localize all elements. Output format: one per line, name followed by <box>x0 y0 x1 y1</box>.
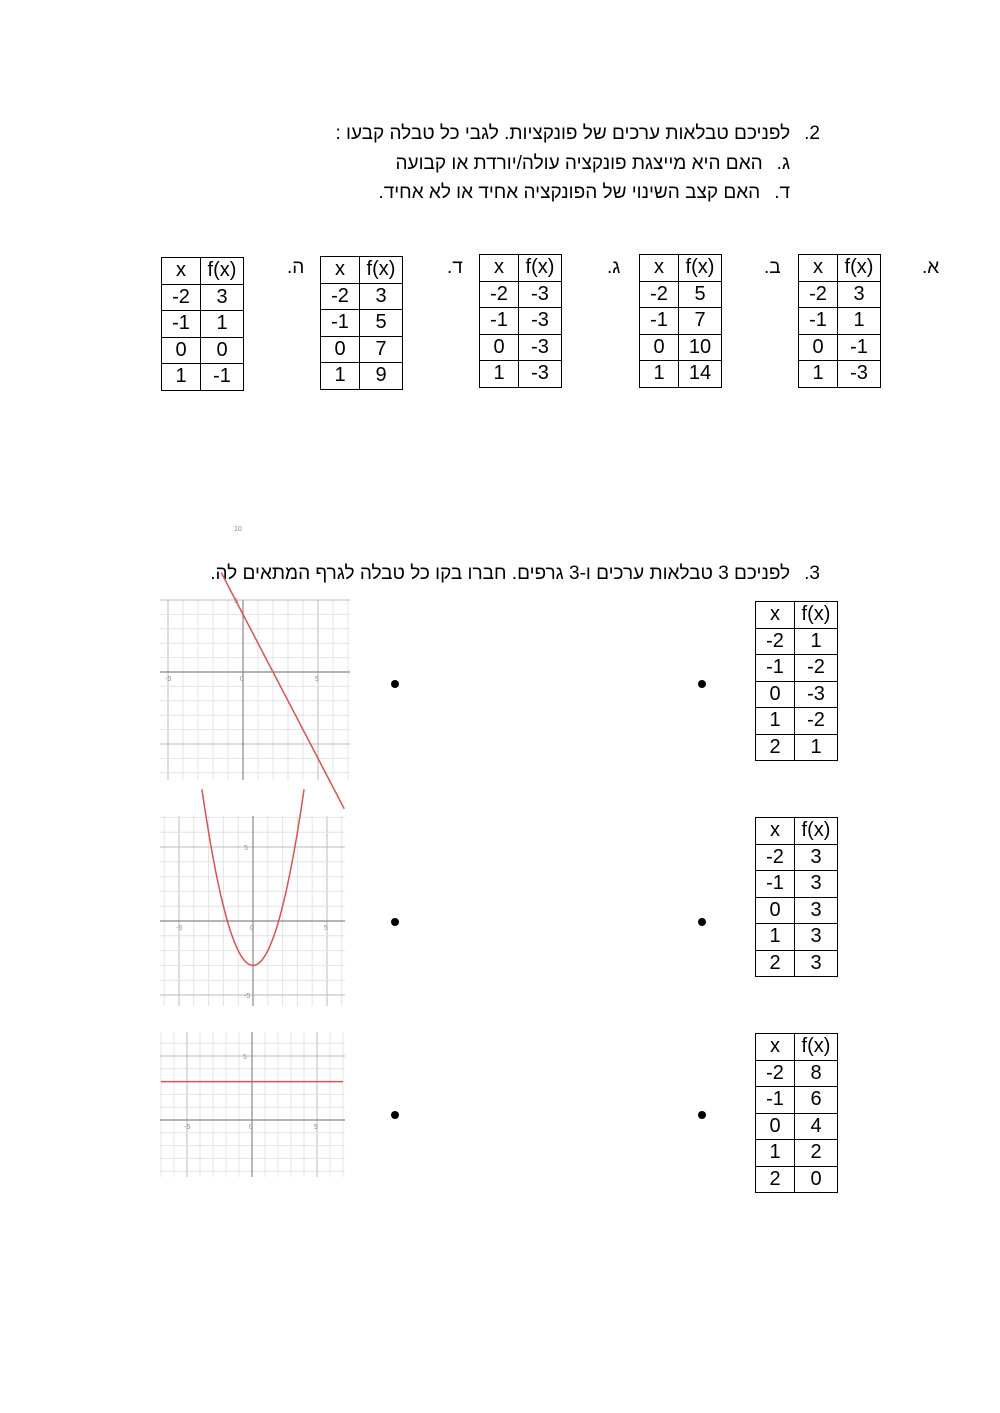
fx-cell: 3 <box>795 897 838 924</box>
x-cell: -2 <box>321 283 360 310</box>
x-tick-label: -5 <box>184 1124 191 1131</box>
q3-intro: לפניכם 3 טבלאות ערכים ו-3 גרפים. חברו בקו כל טבלה לגרף המתאים לה. <box>210 563 791 584</box>
table-row <box>321 283 403 310</box>
x-header: x <box>162 258 201 285</box>
fx-cell: -3 <box>519 334 562 361</box>
q2-value-table <box>320 256 403 390</box>
table-row <box>162 284 244 311</box>
table-row <box>480 281 562 308</box>
q2-intro-line <box>335 123 820 145</box>
table-row <box>640 361 722 388</box>
table-row <box>480 361 562 388</box>
x-tick-label: 0 <box>249 1124 253 1131</box>
q2-value-table <box>798 254 881 388</box>
q3-value-table <box>755 817 838 977</box>
q2-item-2-text: האם קצב השינוי של הפונקציה אחיד או לא אחיד. <box>378 182 761 203</box>
fx-header: f(x) <box>201 258 244 285</box>
fx-cell: -1 <box>838 334 881 361</box>
x-cell: 0 <box>756 681 795 708</box>
q2-number: 2. <box>804 123 820 144</box>
x-cell: 1 <box>480 361 519 388</box>
x-tick-label: 5 <box>314 1124 318 1131</box>
q3-value-table <box>755 1033 838 1193</box>
q2-item-1-marker: ג. <box>776 153 790 174</box>
x-cell: 0 <box>640 334 679 361</box>
x-cell: -2 <box>162 284 201 311</box>
table-row <box>756 734 838 761</box>
table-row <box>162 311 244 338</box>
x-cell: -1 <box>162 311 201 338</box>
x-tick-label: 5 <box>315 676 319 683</box>
x-cell: 0 <box>756 897 795 924</box>
fx-header: f(x) <box>519 255 562 282</box>
x-cell: 0 <box>756 1113 795 1140</box>
x-cell: -2 <box>756 628 795 655</box>
fx-cell: 3 <box>838 281 881 308</box>
fx-cell: 3 <box>360 283 403 310</box>
fx-cell: 0 <box>201 337 244 364</box>
q2-item-2 <box>378 182 790 204</box>
table-row <box>756 655 838 682</box>
q2-item-1-text: האם היא מייצגת פונקציה עולה/יורדת או קבועה <box>395 153 763 174</box>
x-cell: 1 <box>799 361 838 388</box>
graph-connect-dot[interactable] <box>391 680 399 688</box>
q2-item-1 <box>396 153 791 175</box>
x-cell: -1 <box>640 308 679 335</box>
table-row <box>480 334 562 361</box>
table-header-row <box>756 818 838 845</box>
graph-parabola <box>160 816 345 1006</box>
table-row <box>321 336 403 363</box>
fx-cell: 14 <box>679 361 722 388</box>
table-row <box>162 337 244 364</box>
q3-intro-line <box>210 563 820 585</box>
table-header-row <box>321 257 403 284</box>
fx-cell: 1 <box>201 311 244 338</box>
table-row <box>756 897 838 924</box>
fx-cell: -2 <box>795 708 838 735</box>
q2-table-label: ה. <box>287 257 305 278</box>
table-row <box>756 628 838 655</box>
q2-value-table <box>479 254 562 388</box>
x-cell: 0 <box>480 334 519 361</box>
fx-cell: 7 <box>679 308 722 335</box>
table-row <box>321 310 403 337</box>
x-header: x <box>756 818 795 845</box>
table-row <box>480 308 562 335</box>
fx-cell: 2 <box>795 1140 838 1167</box>
table-row <box>162 364 244 391</box>
q2-value-table <box>639 254 722 388</box>
fx-cell: 5 <box>679 281 722 308</box>
x-cell: 0 <box>321 336 360 363</box>
q2-intro: לפניכם טבלאות ערכים של פונקציות. לגבי כל טבלה קבעו : <box>335 123 791 144</box>
x-tick-label: -5 <box>176 925 183 932</box>
x-header: x <box>640 255 679 282</box>
x-cell: -1 <box>321 310 360 337</box>
x-cell: -2 <box>480 281 519 308</box>
fx-cell: -3 <box>519 361 562 388</box>
graph-connect-dot[interactable] <box>391 1111 399 1119</box>
x-cell: -1 <box>756 1087 795 1114</box>
fx-cell: 7 <box>360 336 403 363</box>
table-row <box>640 334 722 361</box>
x-cell: 1 <box>640 361 679 388</box>
fx-header: f(x) <box>838 255 881 282</box>
table-row <box>756 1140 838 1167</box>
table-row <box>756 708 838 735</box>
x-header: x <box>480 255 519 282</box>
graph-connect-dot[interactable] <box>391 918 399 926</box>
fx-cell: 8 <box>795 1060 838 1087</box>
fx-cell: -3 <box>519 308 562 335</box>
x-cell: 2 <box>756 734 795 761</box>
x-cell: -1 <box>799 308 838 335</box>
fx-cell: 3 <box>795 950 838 977</box>
y-tick-label: -5 <box>244 993 251 1000</box>
x-cell: 2 <box>756 1166 795 1193</box>
function-curve <box>221 573 344 809</box>
table-connect-dot[interactable] <box>698 1111 706 1119</box>
x-cell: 2 <box>756 950 795 977</box>
fx-cell: 9 <box>360 363 403 390</box>
x-cell: -2 <box>756 844 795 871</box>
x-cell: 1 <box>756 708 795 735</box>
x-header: x <box>321 257 360 284</box>
x-tick-label: 0 <box>240 676 244 683</box>
x-cell: -1 <box>480 308 519 335</box>
fx-header: f(x) <box>795 1034 838 1061</box>
y-tick-label: 5 <box>234 598 238 605</box>
table-connect-dot[interactable] <box>698 918 706 926</box>
fx-cell: 3 <box>795 924 838 951</box>
table-connect-dot[interactable] <box>698 680 706 688</box>
fx-cell: -1 <box>201 364 244 391</box>
x-cell: 0 <box>799 334 838 361</box>
table-row <box>640 308 722 335</box>
x-tick-label: 0 <box>250 925 254 932</box>
x-cell: -2 <box>756 1060 795 1087</box>
q2-table-label: ב. <box>764 257 781 278</box>
table-row <box>799 281 881 308</box>
table-header-row <box>756 602 838 629</box>
graph-constant <box>160 1032 345 1177</box>
fx-cell: 10 <box>679 334 722 361</box>
fx-cell: 1 <box>838 308 881 335</box>
table-row <box>799 334 881 361</box>
x-cell: 1 <box>756 1140 795 1167</box>
table-row <box>756 681 838 708</box>
fx-cell: 3 <box>795 844 838 871</box>
table-row <box>756 1087 838 1114</box>
q2-table-label: ג. <box>607 257 621 278</box>
x-header: x <box>756 1034 795 1061</box>
table-row <box>756 1060 838 1087</box>
fx-cell: 0 <box>795 1166 838 1193</box>
y-tick-label: 10 <box>234 526 242 533</box>
table-row <box>756 950 838 977</box>
x-tick-label: 5 <box>324 925 328 932</box>
table-header-row <box>640 255 722 282</box>
fx-cell: -3 <box>838 361 881 388</box>
graph-linear-decreasing <box>160 526 350 780</box>
table-header-row <box>799 255 881 282</box>
table-row <box>756 924 838 951</box>
x-tick-label: -5 <box>165 676 172 683</box>
y-tick-label: 5 <box>244 845 248 852</box>
x-cell: 0 <box>162 337 201 364</box>
fx-cell: -3 <box>795 681 838 708</box>
x-cell: -1 <box>756 871 795 898</box>
table-row <box>756 871 838 898</box>
x-header: x <box>756 602 795 629</box>
q2-value-table <box>161 257 244 391</box>
table-row <box>799 361 881 388</box>
q2-table-label: ד. <box>447 257 463 278</box>
q2-item-2-marker: ד. <box>774 182 790 203</box>
fx-cell: 1 <box>795 628 838 655</box>
table-header-row <box>756 1034 838 1061</box>
x-header: x <box>799 255 838 282</box>
q3-number: 3. <box>804 563 820 584</box>
fx-cell: 3 <box>201 284 244 311</box>
table-row <box>756 1166 838 1193</box>
fx-cell: 6 <box>795 1087 838 1114</box>
table-row <box>321 363 403 390</box>
table-row <box>799 308 881 335</box>
y-tick-label: 5 <box>243 1054 247 1061</box>
fx-header: f(x) <box>795 602 838 629</box>
x-cell: 1 <box>756 924 795 951</box>
x-cell: -2 <box>640 281 679 308</box>
x-cell: 1 <box>162 364 201 391</box>
x-cell: -1 <box>756 655 795 682</box>
fx-cell: -2 <box>795 655 838 682</box>
fx-cell: 3 <box>795 871 838 898</box>
x-cell: 1 <box>321 363 360 390</box>
table-row <box>756 844 838 871</box>
fx-cell: 1 <box>795 734 838 761</box>
table-row <box>640 281 722 308</box>
q3-value-table <box>755 601 838 761</box>
fx-cell: 4 <box>795 1113 838 1140</box>
fx-header: f(x) <box>360 257 403 284</box>
fx-cell: 5 <box>360 310 403 337</box>
table-header-row <box>480 255 562 282</box>
table-header-row <box>162 258 244 285</box>
fx-cell: -3 <box>519 281 562 308</box>
table-row <box>756 1113 838 1140</box>
fx-header: f(x) <box>679 255 722 282</box>
q2-table-label: א. <box>922 257 940 278</box>
x-cell: -2 <box>799 281 838 308</box>
fx-header: f(x) <box>795 818 838 845</box>
